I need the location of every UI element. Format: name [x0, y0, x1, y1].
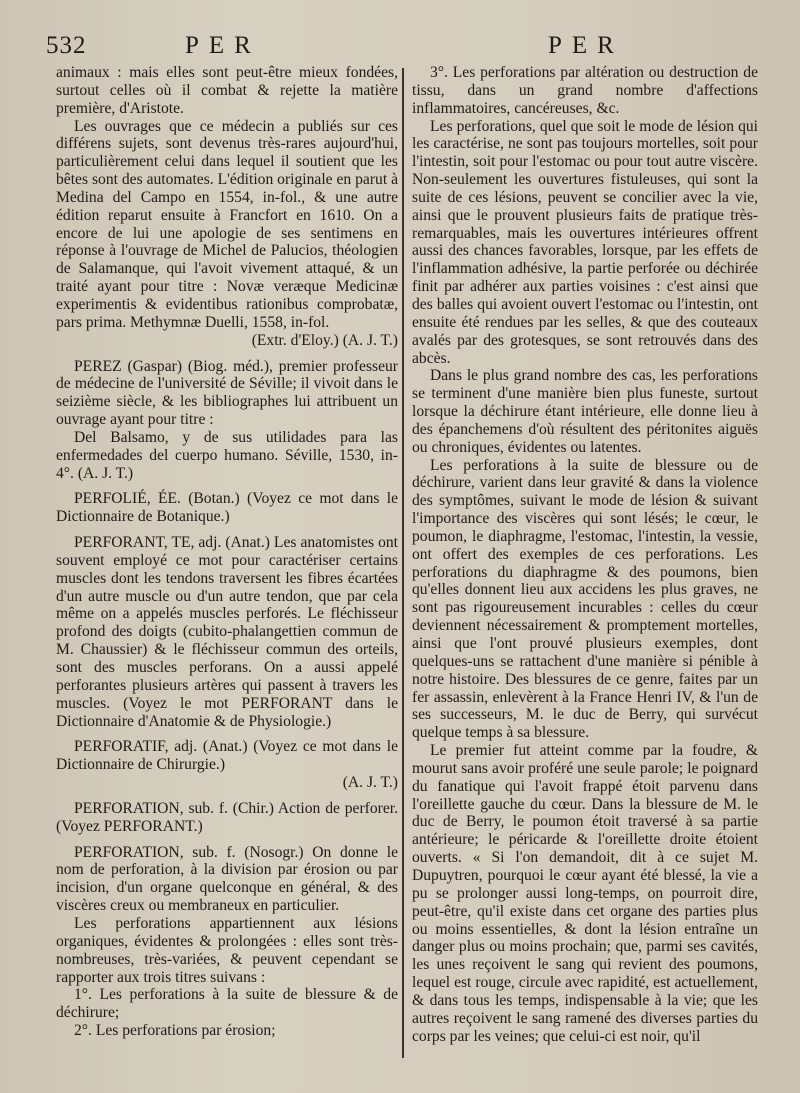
page-number: 532	[46, 32, 87, 59]
list-item: 2°. Les perforations par érosion;	[74, 1022, 276, 1040]
paragraph: Les ouvrages que ce médecin a publiés sur ces différens sujets, sont devenus très-rares aujourd'hui, particulièrement celui dans lequel il soutient que les bêtes sont des automates. L'édition originale en parut à Medina del Campo en 1554, in-fol., & une autre édition reparut ensuite à Francfort en 1610. On a encore de lui une apologie de ses sentimens en réponse à l'ouvrage de Michel de Palucios, théologien de Salamanque, qui l'avoit vivement attaqué, & un traité ayant pour titre : Novæ veræque Medicinæ experimentis & evidentibus rationibus comprobatæ, pars prima. Methymnæ Duelli, 1558, in-fol.	[56, 117, 398, 331]
paragraph: Les perforations à la suite de blessure ou de déchirure, varient dans leur gravité & dans la violence des symptômes, suivant le mode de lésion & suivant l'importance des viscères qui sont lésés; le cœur, le poumon, le diaphragme, l'estomac, l'intestin, la vessie, ont offert des exemples de ces perforations. Les perforations du diaphragme & des poumons, bien qu'elles donnent lieu aux accidens les plus graves, ne sont pas rigoureusement incurables : celles du cœur deviennent nécessairement & promptement mortelles, ainsi que l'ont prouvé plusieurs exemples, dont quelques-uns se rattachent d'une manière si pénible à notre histoire. Des blessures de ce genre, faites par un fer assassin, enlevèrent à la France Henri IV, & l'un de ses successeurs, M. le duc de Berry, qui survécut quelque temps à sa blessure.	[412, 456, 758, 742]
entry-perez: PEREZ (Gaspar) (Biog. méd.), premier professeur de médecine de l'université de Séville; il vivoit dans le seizième siècle, & les bibliographes lui attribuent un ouvrage ayant pour titre :	[56, 357, 398, 429]
entry-perfolie: PERFOLIÉ, ÉE. (Botan.) (Voyez ce mot dans le Dictionnaire de Botanique.)	[56, 490, 398, 526]
paragraph: Dans le plus grand nombre des cas, les perforations se terminent d'une manière bien plus funeste, surtout lorsque la déchirure étant intérieure, elle donne lieu à des épanchemens d'où résultent des péritonites aiguës ou chroniques, évidentes ou latentes.	[412, 367, 758, 456]
left-column	[56, 64, 398, 1040]
paragraph: Les perforations, quel que soit le mode de lésion qui les caractérise, ne sont pas toujours mortelles, soit pour l'intestin, soit pour l'estomac ou pour tout autre viscère. Non-seulement les ouvertures fistuleuses, qui sont la suite de ces lésions, peuvent se concilier avec la vie, ainsi que le prouvent plusieurs faits de pratique très-remarquables, mais les ouvertures intérieures offrent aussi des chances favorables, lorsque, par les effets de l'inflammation adhésive, la partie perforée ou déchirée finit par adhérer aux parties voisines : c'est ainsi que des balles qui avoient ouvert l'estomac ou l'intestin, ont ensuite été rendues par les selles, & que des couteaux avalés par des grotesques, se sont retrouvés dans des abcès.	[412, 117, 758, 367]
paragraph: Les perforations appartiennent aux lésions organiques, évidentes & prolongées : elles sont très-nombreuses, très-variées, & peuvent cependant se rapporter aux trois titres suivans :	[56, 914, 398, 986]
column-divider	[402, 68, 404, 1058]
right-column	[412, 64, 758, 1045]
paragraph: Del Balsamo, y de sus utilidades para las enfermedades del cuerpo humano. Séville, 1530, in-4°. (A. J. T.)	[56, 428, 398, 482]
entry-perforation-nosogr: PERFORATION, sub. f. (Nosogr.) On donne le nom de perforation, à la division par érosion ou par incision, d'un organe quelconque en général, & des viscères creux ou membraneux en particulier.	[56, 843, 398, 915]
list-item: 3°. Les perforations par altération ou destruction de tissu, dans un grand nombre d'affections inflammatoires, cancéreuses, &c.	[412, 64, 758, 117]
running-head-right: PER	[548, 32, 624, 59]
entry-perforant: PERFORANT, TE, adj. (Anat.) Les anatomistes ont souvent employé ce mot pour caractériser certains muscles dont les tendons traversent les fibres écartées d'un autre muscle ou d'un autre tendon, que par cela même on a appelés muscles perforés. Le fléchisseur profond des doigts (cubito-phalangettien commun de M. Chaussier) & le fléchisseur commun des orteils, sont des muscles perforans. On a aussi appelé perforantes plusieurs artères qui passent à travers les muscles. (Voyez le mot PERFORANT dans le Dictionnaire d'Anatomie & de Physiologie.)	[56, 534, 398, 730]
paragraph: Le premier fut atteint comme par la foudre, & mourut sans avoir proféré une seule parole; le poignard du fanatique qui l'avoit frappé étoit parvenu dans l'oreillette gauche du cœur. Dans la blessure de M. le duc de Berry, le poumon étoit traversé à sa partie antérieure; le péricarde & l'oreillette droite étoient ouverts. « Si l'on demandoit, dit à ce sujet M. Dupuytren, pourquoi le cœur ayant été blessé, la vie a pu se prolonger aussi long-temps, on pourroit dire, peut-être, qu'il existe dans cet organe des parties plus ou moins essentielles, & dont la lésion entraîne un danger plus ou moins prochain; que, parmi ses cavités, les unes reçoivent le sang qui revient des poumons, lequel est rouge, circule avec rapidité, est actuellement, & dans tous les temps, indispensable à la vie; que les autres reçoivent le sang ramené des diverses parties du corps par les veines; que celui-ci est noir, qu'il	[412, 742, 758, 1045]
running-head-left: PER	[185, 32, 261, 59]
attribution: (Extr. d'Eloy.) (A. J. T.)	[251, 331, 398, 349]
paragraph: animaux : mais elles sont peut-être mieux fondées, surtout celles où il combat & rejette la matière première, d'Aristote.	[56, 64, 398, 117]
list-item: 1°. Les perforations à la suite de blessure & de déchirure;	[56, 986, 398, 1022]
entry-perforation-chir: PERFORATION, sub. f. (Chir.) Action de perforer. (Voyez PERFORANT.)	[56, 799, 398, 835]
page-header	[0, 26, 800, 60]
entry-perforatif: PERFORATIF, adj. (Anat.) (Voyez ce mot dans le Dictionnaire de Chirurgie.)	[56, 738, 398, 774]
attribution: (A. J. T.)	[342, 774, 398, 792]
